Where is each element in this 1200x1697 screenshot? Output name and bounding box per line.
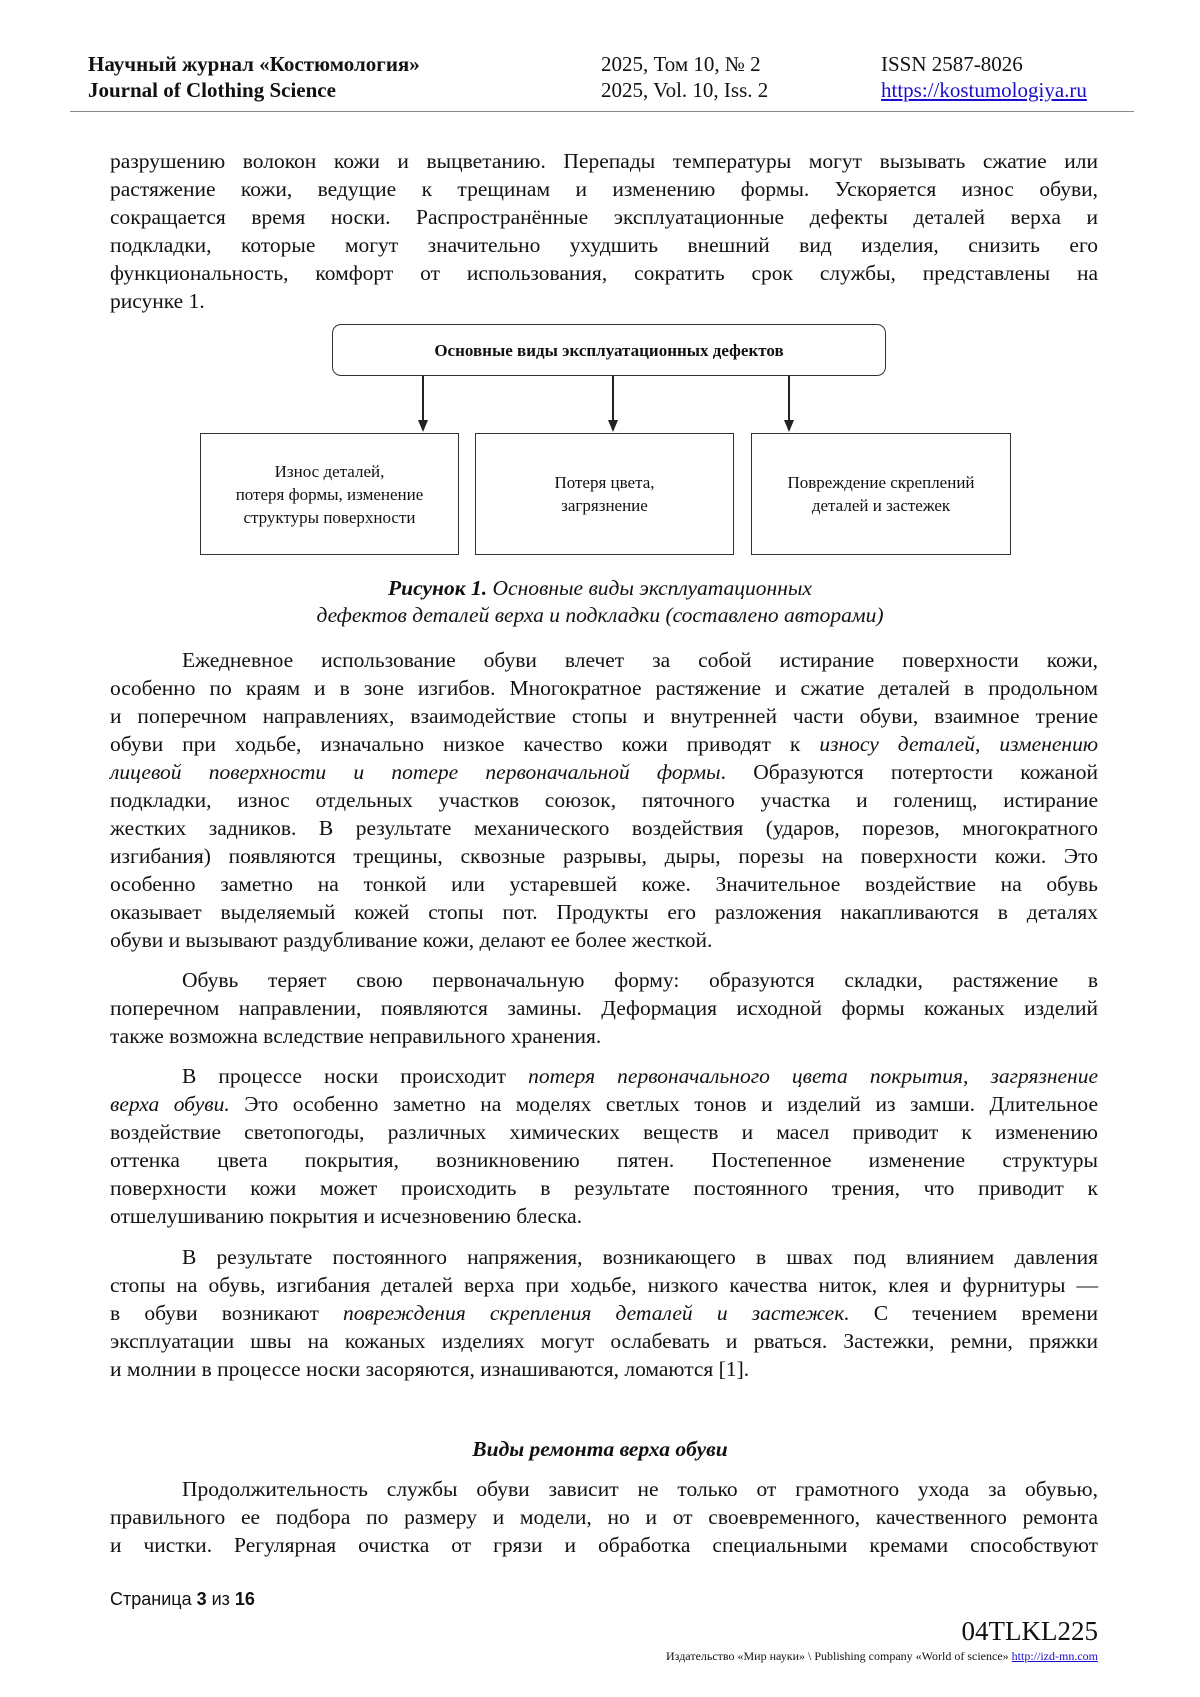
text-line bbox=[110, 870, 1098, 898]
text-line bbox=[110, 1174, 1098, 1202]
text-line bbox=[110, 1146, 1098, 1174]
journal-title-ru: Научный журнал «Костюмология» bbox=[88, 52, 420, 76]
arrow-1 bbox=[422, 376, 424, 422]
text-line bbox=[182, 1475, 1098, 1503]
text-line bbox=[110, 1299, 1098, 1327]
text-line bbox=[182, 1243, 1098, 1271]
text-segment: и молнии в процессе носки засоряются, изнашиваются, ломаются [1]. bbox=[110, 1357, 750, 1381]
journal-title-en: Journal of Clothing Science bbox=[88, 78, 336, 102]
text-segment: поверхности кожи может происходить в результате постоянного трения, что приводит к bbox=[110, 1176, 1098, 1200]
text-line bbox=[110, 1355, 1098, 1383]
box-line: Повреждение скреплений bbox=[787, 473, 975, 492]
figure-caption-line-1 bbox=[0, 574, 1200, 602]
text-segment: Обувь теряет свою первоначальную форму: образуются складки, растяжение в bbox=[182, 968, 1098, 992]
text-line bbox=[110, 702, 1098, 730]
box-line: структуры поверхности bbox=[243, 507, 416, 527]
text-segment: также возможна вследствие неправильного хранения. bbox=[110, 1024, 602, 1048]
text-line bbox=[110, 1327, 1098, 1355]
figure-number: Рисунок 1. bbox=[388, 576, 488, 600]
text-segment: сокращается время носки. Распространённые эксплуатационные дефекты деталей верха и bbox=[110, 205, 1098, 229]
text-segment: функциональность, комфорт от использования, сократить срок службы, представлены на bbox=[110, 261, 1098, 285]
text-line bbox=[110, 898, 1098, 926]
text-segment: В процессе носки происходит bbox=[182, 1064, 529, 1088]
diagram-box-fastening bbox=[751, 433, 1011, 555]
text-segment: изгибания) появляются трещины, сквозные разрывы, дыры, порезы на поверхности кожи. Это bbox=[110, 844, 1098, 868]
text-line bbox=[110, 842, 1098, 870]
text-line bbox=[110, 1503, 1098, 1531]
text-segment: правильного ее подбора по размеру и модели, но и от своевременного, качественного ремонта bbox=[110, 1505, 1098, 1529]
box-line: Износ деталей, bbox=[274, 461, 385, 481]
text-line bbox=[110, 1090, 1098, 1118]
text-line bbox=[110, 994, 1098, 1022]
text-segment: В результате постоянного напряжения, возникающего в швах под влиянием давления bbox=[182, 1245, 1098, 1269]
text-segment: эксплуатации швы на кожаных изделиях могут ослабевать и рваться. Застежки, ремни, пряжки bbox=[110, 1329, 1098, 1353]
page-current: 3 bbox=[196, 1589, 207, 1609]
text-line bbox=[110, 1118, 1098, 1146]
text-line bbox=[110, 1202, 1098, 1230]
page-number bbox=[110, 1589, 255, 1610]
article-code: 04TLKL225 bbox=[961, 1616, 1098, 1646]
text-line bbox=[110, 814, 1098, 842]
figure-caption-line-2: дефектов деталей верха и подкладки (составлено авторами) bbox=[316, 603, 884, 627]
publisher-link[interactable]: http://izd-mn.com bbox=[1011, 1649, 1098, 1663]
arrow-head-2 bbox=[608, 420, 618, 432]
diagram-root-box bbox=[332, 324, 886, 376]
text-segment: оттенка цвета покрытия, возникновению пятен. Постепенное изменение структуры bbox=[110, 1148, 1098, 1172]
issn: ISSN 2587-8026 bbox=[881, 52, 1023, 76]
issue-ru: 2025, Том 10, № 2 bbox=[601, 52, 761, 76]
text-line bbox=[110, 1022, 1098, 1050]
text-segment: обуви и вызывают раздубливание кожи, делают ее более жесткой. bbox=[110, 928, 713, 952]
text-segment: особенно по краям и в зоне изгибов. Многократное растяжение и сжатие деталей в продольном bbox=[110, 676, 1098, 700]
diagram-root-label: Основные виды эксплуатационных дефектов bbox=[434, 340, 784, 360]
text-segment: в обуви возникают bbox=[110, 1301, 344, 1325]
text-segment: Ежедневное использование обуви влечет за собой истирание поверхности кожи, bbox=[182, 648, 1098, 672]
section-heading: Виды ремонта верха обуви bbox=[472, 1437, 728, 1461]
text-segment: оказывает выделяемый кожей стопы пот. Продукты его разложения накапливаются в деталях bbox=[110, 900, 1098, 924]
italic-text: повреждения скрепления деталей и застежек. bbox=[343, 1301, 850, 1325]
text-segment: растяжение кожи, ведущие к трещинам и изменению формы. Ускоряется износ обуви, bbox=[110, 177, 1098, 201]
text-segment: Продолжительность службы обуви зависит не только от грамотного ухода за обувью, bbox=[182, 1477, 1098, 1501]
publisher-line bbox=[666, 1649, 1098, 1664]
arrow-head-1 bbox=[418, 420, 428, 432]
text-line bbox=[182, 966, 1098, 994]
box-line: загрязнение bbox=[561, 496, 648, 515]
box-line: деталей и застежек bbox=[811, 496, 951, 515]
text-segment: рисунке 1. bbox=[110, 289, 205, 313]
text-line bbox=[110, 175, 1098, 203]
text-segment: . Образуются потертости кожаной bbox=[720, 760, 1098, 784]
italic-text: верха обуви. bbox=[110, 1092, 230, 1116]
text-line bbox=[110, 287, 1098, 315]
box-line: Потеря цвета, bbox=[554, 473, 655, 492]
text-segment: Это особенно заметно на моделях светлых тонов и изделий из замши. Длительное bbox=[229, 1092, 1098, 1116]
page-total: 16 bbox=[234, 1589, 255, 1609]
text-segment: подкладки, износ отдельных участков союзок, пяточного участка и голенищ, истирание bbox=[110, 788, 1098, 812]
text-line bbox=[110, 926, 1098, 954]
italic-text: износу деталей, изменению bbox=[819, 732, 1098, 756]
text-segment: отшелушиванию покрытия и исчезновению блеска. bbox=[110, 1204, 583, 1228]
italic-text: лицевой поверхности и потере первоначальной формы bbox=[110, 760, 721, 784]
text-segment: поперечном направлении, появляются замины. Деформация исходной формы кожаных изделий bbox=[110, 996, 1098, 1020]
arrow-3 bbox=[788, 376, 790, 422]
text-segment: подкладки, которые могут значительно ухудшить внешний вид изделия, снизить его bbox=[110, 233, 1098, 257]
text-segment: и чистки. Регулярная очистка от грязи и обработка специальными кремами способствуют bbox=[110, 1533, 1098, 1557]
text-line bbox=[110, 758, 1098, 786]
journal-link[interactable]: https://kostumologiya.ru bbox=[881, 78, 1087, 102]
text-line bbox=[110, 1531, 1098, 1559]
issue-en: 2025, Vol. 10, Iss. 2 bbox=[601, 78, 769, 102]
arrow-2 bbox=[612, 376, 614, 422]
text-line bbox=[110, 674, 1098, 702]
text-line bbox=[182, 646, 1098, 674]
text-segment: особенно заметно на тонкой или устаревшей коже. Значительное воздействие на обувь bbox=[110, 872, 1098, 896]
page-prefix: Страница bbox=[110, 1589, 197, 1609]
text-line bbox=[110, 730, 1098, 758]
text-segment: и поперечном направлениях, взаимодействие стопы и внутренней части обуви, взаимное трение bbox=[110, 704, 1098, 728]
diagram-box-wear bbox=[200, 433, 459, 555]
text-segment: воздействие светопогоды, различных химических веществ и масел приводит к изменению bbox=[110, 1120, 1098, 1144]
publisher-text: Издательство «Мир науки» \ Publishing company «World of science» bbox=[666, 1649, 1012, 1663]
text-segment: стопы на обувь, изгибания деталей верха при ходьбе, низкого качества ниток, клея и фурнитуры — bbox=[110, 1273, 1098, 1297]
text-segment: разрушению волокон кожи и выцветанию. Перепады температуры могут вызывать сжатие или bbox=[110, 149, 1098, 173]
text-line bbox=[110, 147, 1098, 175]
text-line bbox=[110, 231, 1098, 259]
header-divider bbox=[70, 111, 1134, 112]
box-line: потеря формы, изменение bbox=[235, 484, 424, 504]
caption-text: Основные виды эксплуатационных bbox=[487, 576, 812, 600]
diagram-box-color bbox=[475, 433, 734, 555]
text-line bbox=[110, 786, 1098, 814]
text-line bbox=[110, 1271, 1098, 1299]
text-line bbox=[182, 1062, 1098, 1090]
italic-text: потеря первоначального цвета покрытия, загрязнение bbox=[528, 1064, 1098, 1088]
text-line bbox=[110, 259, 1098, 287]
arrow-head-3 bbox=[784, 420, 794, 432]
page-middle: из bbox=[206, 1589, 235, 1609]
text-line bbox=[110, 203, 1098, 231]
text-segment: обуви при ходьбе, изначально низкое качество кожи приводят к bbox=[110, 732, 820, 756]
text-segment: С течением времени bbox=[849, 1301, 1098, 1325]
text-segment: жестких задников. В результате механического воздействия (ударов, порезов, многократного bbox=[110, 816, 1098, 840]
